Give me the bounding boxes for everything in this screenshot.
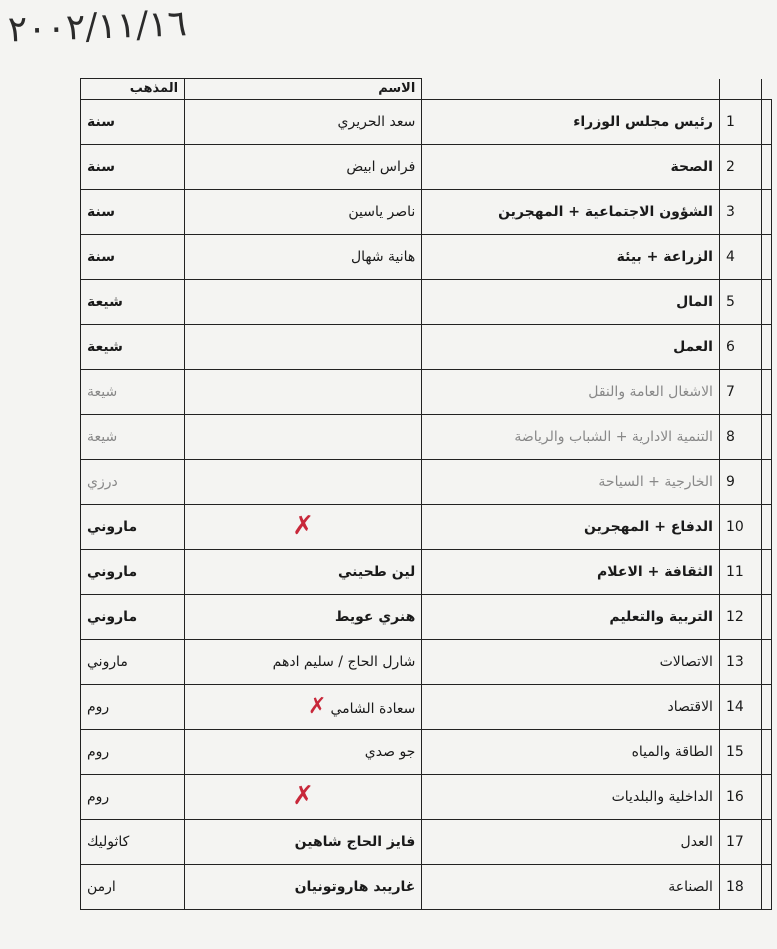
sect-text: ماروني xyxy=(87,608,138,625)
row-number: 18 xyxy=(719,865,761,910)
sect-text: سنة xyxy=(87,158,115,175)
ministry-cell: التنمية الادارية + الشباب والرياضة xyxy=(422,415,720,460)
row-number: 14 xyxy=(719,685,761,730)
name-cell xyxy=(185,865,422,910)
ministry-cell: الخارجية + السياحة xyxy=(422,460,720,505)
table-row xyxy=(81,460,772,505)
table-row xyxy=(81,325,772,370)
sect-text: روم xyxy=(87,743,110,760)
ministry-cell: العدل xyxy=(422,820,720,865)
row-number: 17 xyxy=(719,820,761,865)
sect-text: شيعة xyxy=(87,383,118,400)
cabinet-table xyxy=(80,78,772,910)
row-edge xyxy=(761,550,771,595)
sect-text: درزي xyxy=(87,473,118,490)
name-cell xyxy=(185,370,422,415)
name-text: هنري عويط xyxy=(334,608,416,625)
table-row xyxy=(81,190,772,235)
sect-text: شيعة xyxy=(87,293,123,310)
ministry-cell: العمل xyxy=(422,325,720,370)
name-text: فراس ابيض xyxy=(346,158,416,175)
row-number: 10 xyxy=(719,505,761,550)
name-text: شارل الحاج / سليم ادهم xyxy=(272,653,416,670)
ministry-cell: الدفاع + المهجرين xyxy=(422,505,720,550)
ministry-cell: المال xyxy=(422,280,720,325)
table-row xyxy=(81,775,772,820)
table-row xyxy=(81,640,772,685)
row-edge xyxy=(761,505,771,550)
row-edge xyxy=(761,640,771,685)
red-x-mark: ✗ xyxy=(292,511,315,542)
table-row xyxy=(81,370,772,415)
row-number: 12 xyxy=(719,595,761,640)
ministry-cell: التربية والتعليم xyxy=(422,595,720,640)
name-text: سعادة الشامي xyxy=(330,700,416,717)
sect-cell xyxy=(81,505,185,550)
table-row xyxy=(81,865,772,910)
row-edge xyxy=(761,595,771,640)
name-cell xyxy=(185,730,422,775)
row-edge xyxy=(761,415,771,460)
ministry-cell: الاقتصاد xyxy=(422,685,720,730)
table-row xyxy=(81,280,772,325)
sect-text: شيعة xyxy=(87,428,118,445)
name-cell xyxy=(185,235,422,280)
row-edge xyxy=(761,820,771,865)
sect-text: روم xyxy=(87,698,110,715)
sect-cell xyxy=(81,775,185,820)
sect-text: روم xyxy=(87,788,110,805)
sect-text: شيعة xyxy=(87,338,123,355)
sect-text: ماروني xyxy=(87,563,138,580)
name-cell xyxy=(185,325,422,370)
row-number: 11 xyxy=(719,550,761,595)
row-edge xyxy=(761,235,771,280)
row-edge xyxy=(761,685,771,730)
ministry-cell: رئيس مجلس الوزراء xyxy=(422,100,720,145)
name-text: سعد الحريري xyxy=(337,113,416,130)
sect-cell xyxy=(81,550,185,595)
name-cell xyxy=(185,640,422,685)
name-cell xyxy=(185,190,422,235)
table-row xyxy=(81,145,772,190)
name-cell xyxy=(185,505,422,550)
header-name: الاسم xyxy=(185,79,422,100)
red-x-mark: ✗ xyxy=(308,693,327,719)
name-text: هانية شهال xyxy=(350,248,416,265)
name-cell xyxy=(185,775,422,820)
name-cell xyxy=(185,415,422,460)
row-number: 6 xyxy=(719,325,761,370)
sect-cell xyxy=(81,640,185,685)
name-text: غاريبد هاروتونيان xyxy=(294,878,416,895)
table-row xyxy=(81,505,772,550)
ministry-cell: الصناعة xyxy=(422,865,720,910)
row-number: 2 xyxy=(719,145,761,190)
name-cell xyxy=(185,820,422,865)
table-row xyxy=(81,100,772,145)
table-row xyxy=(81,730,772,775)
ministry-cell: الصحة xyxy=(422,145,720,190)
sect-cell xyxy=(81,280,185,325)
name-text: لين طحيني xyxy=(338,563,416,580)
sect-text: سنة xyxy=(87,248,115,265)
sect-text: ارمن xyxy=(87,878,116,895)
ministry-cell: الاشغال العامة والنقل xyxy=(422,370,720,415)
name-cell xyxy=(185,685,422,730)
row-number: 3 xyxy=(719,190,761,235)
sect-text: ماروني xyxy=(87,518,138,535)
header-num-blank xyxy=(719,79,761,100)
name-cell xyxy=(185,145,422,190)
name-cell xyxy=(185,595,422,640)
sect-text: سنة xyxy=(87,113,115,130)
row-edge xyxy=(761,370,771,415)
row-edge xyxy=(761,280,771,325)
name-text: ناصر ياسين xyxy=(348,203,416,220)
sect-cell xyxy=(81,415,185,460)
red-x-mark: ✗ xyxy=(292,781,315,812)
header-edge-blank xyxy=(761,79,771,100)
sect-text: ماروني xyxy=(87,653,128,670)
table-row xyxy=(81,685,772,730)
ministry-cell: الثقافة + الاعلام xyxy=(422,550,720,595)
name-cell xyxy=(185,550,422,595)
row-number: 15 xyxy=(719,730,761,775)
ministry-cell: الشؤون الاجتماعية + المهجرين xyxy=(422,190,720,235)
row-edge xyxy=(761,775,771,820)
row-number: 1 xyxy=(719,100,761,145)
sect-cell xyxy=(81,730,185,775)
sect-cell xyxy=(81,145,185,190)
table-row xyxy=(81,550,772,595)
row-edge xyxy=(761,865,771,910)
name-cell xyxy=(185,280,422,325)
handwritten-date: ٢٠٠٢/١١/١٦ xyxy=(7,3,188,51)
header-sect: المذهب xyxy=(81,79,185,100)
table-row xyxy=(81,235,772,280)
row-edge xyxy=(761,460,771,505)
row-edge xyxy=(761,730,771,775)
table-row xyxy=(81,820,772,865)
sect-cell xyxy=(81,235,185,280)
row-number: 9 xyxy=(719,460,761,505)
row-number: 7 xyxy=(719,370,761,415)
sect-cell xyxy=(81,820,185,865)
ministry-cell: الداخلية والبلديات xyxy=(422,775,720,820)
name-cell xyxy=(185,100,422,145)
ministry-cell: الطاقة والمياه xyxy=(422,730,720,775)
row-number: 16 xyxy=(719,775,761,820)
ministry-cell: الزراعة + بيئة xyxy=(422,235,720,280)
row-edge xyxy=(761,190,771,235)
sect-text: كاثوليك xyxy=(87,833,130,850)
row-number: 13 xyxy=(719,640,761,685)
name-text: فايز الحاج شاهين xyxy=(294,833,416,850)
row-number: 5 xyxy=(719,280,761,325)
ministry-cell: الاتصالات xyxy=(422,640,720,685)
name-cell xyxy=(185,460,422,505)
row-number: 8 xyxy=(719,415,761,460)
sect-cell xyxy=(81,595,185,640)
sect-cell xyxy=(81,865,185,910)
sect-text: سنة xyxy=(87,203,115,220)
sect-cell xyxy=(81,100,185,145)
row-edge xyxy=(761,325,771,370)
row-number: 4 xyxy=(719,235,761,280)
row-edge xyxy=(761,100,771,145)
sect-cell xyxy=(81,370,185,415)
sect-cell xyxy=(81,190,185,235)
header-ministry-blank xyxy=(422,79,720,100)
sect-cell xyxy=(81,460,185,505)
sect-cell xyxy=(81,685,185,730)
table-header-row xyxy=(81,79,772,100)
table-row xyxy=(81,415,772,460)
name-text: جو صدي xyxy=(364,743,416,760)
row-edge xyxy=(761,145,771,190)
sect-cell xyxy=(81,325,185,370)
table-row xyxy=(81,595,772,640)
